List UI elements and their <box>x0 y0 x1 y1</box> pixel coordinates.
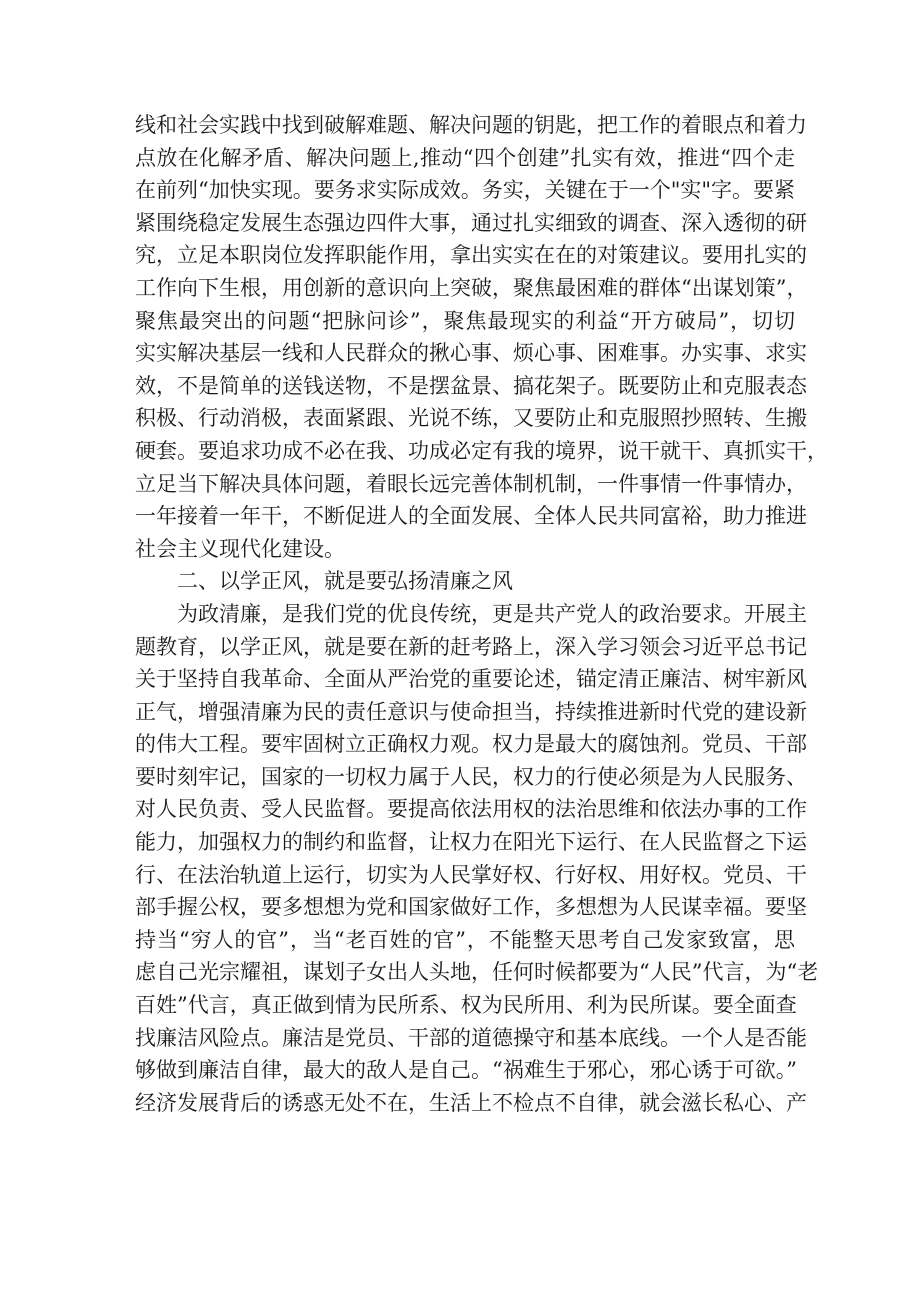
paragraph-line: 行、在法治轨道上运行，切实为人民掌好权、行好权、用好权。党员、干 <box>135 862 807 887</box>
paragraph-line: 经济发展背后的诱惑无处不在，生活上不检点不自律，就会滋长私心、产 <box>135 1090 807 1115</box>
paragraph-line: 找廉洁风险点。廉洁是党员、干部的道德操守和基本底线。一个人是否能 <box>135 1025 807 1050</box>
paragraph-line: 的伟大工程。要牢固树立正确权力观。权力是最大的腐蚀剂。党员、干部 <box>135 732 807 757</box>
paragraph-line: 一年接着一年干，不断促进人的全面发展、全体人民共同富裕，助力推进 <box>135 504 807 529</box>
paragraph-line: 线和社会实践中找到破解难题、解决问题的钥匙，把工作的着眼点和着力 <box>135 113 807 137</box>
paragraph-line: 要时刻牢记，国家的一切权力属于人民，权力的行使必须是为人民服务、 <box>135 764 807 789</box>
paragraph-line: 点放在化解矛盾、解决问题上,推动“四个创建”扎实有效，推进“四个走 <box>135 145 795 170</box>
paragraph-line: 聚焦最突出的问题“把脉问诊”，聚焦最现实的利益“开方破局”，切切 <box>135 308 795 333</box>
paragraph-line: 紧围绕稳定发展生态强边四件大事，通过扎实细致的调查、深入透彻的研 <box>135 210 807 235</box>
paragraph-line: 持当“穷人的官”，当“老百姓的官”，不能整天思考自己发家致富，思 <box>135 927 795 952</box>
paragraph-line: 够做到廉洁自律，最大的敌人是自己。“祸难生于邪心，邪心诱于可欲。” <box>135 1058 797 1083</box>
paragraph-line: 究，立足本职岗位发挥职能作用，拿出实实在在的对策建议。要用扎实的 <box>135 243 807 268</box>
document-body <box>135 109 828 1119</box>
paragraph-1 <box>135 109 828 565</box>
paragraph-line: 能力，加强权力的制约和监督，让权力在阳光下运行、在人民监督之下运 <box>135 830 807 855</box>
paragraph-line: 虑自己光宗耀祖，谋划子女出人头地，任何时候都要为“人民”代言，为“老 <box>135 960 819 985</box>
paragraph-line: 题教育，以学正风，就是要在新的赶考路上，深入学习领会习近平总书记 <box>135 634 807 659</box>
paragraph-line: 社会主义现代化建设。 <box>135 536 345 561</box>
paragraph-line: 对人民负责、受人民监督。要提高依法用权的法治思维和依法办事的工作 <box>135 797 807 822</box>
paragraph-2 <box>135 598 819 1120</box>
paragraph-line: 效，不是简单的送钱送物，不是摆盆景、搞花架子。既要防止和克服表态 <box>135 373 807 398</box>
paragraph-line: 实实解决基层一线和人民群众的揪心事、烦心事、困难事。办实事、求实 <box>135 341 807 366</box>
paragraph-line: 正气，增强清廉为民的责任意识与使命担当，持续推进新时代党的建设新 <box>135 699 807 724</box>
paragraph-line: 部手握公权，要多想想为党和国家做好工作，多想想为人民谋幸福。要坚 <box>135 895 807 920</box>
paragraph-line: 积极、行动消极，表面紧跟、光说不练，又要防止和克服照抄照转、生搬 <box>135 406 807 431</box>
paragraph-line: 工作向下生根，用创新的意识向上突破，聚焦最困难的群体“出谋划策”， <box>135 275 808 300</box>
section-heading: 二、以学正风，就是要弘扬清廉之风 <box>177 569 513 594</box>
paragraph-line: 立足当下解决具体问题，着眼长远完善体制机制，一件事情一件事情办， <box>135 471 807 496</box>
paragraph-line: 在前列“加快实现。要务求实际成效。务实，关键在于一个"实"字。要紧 <box>135 178 796 203</box>
paragraph-line: 硬套。要追求功成不必在我、功成必定有我的境界，说干就干、真抓实干， <box>135 438 828 463</box>
paragraph-line: 关于坚持自我革命、全面从严治党的重要论述，锚定清正廉洁、树牢新风 <box>135 667 807 692</box>
paragraph-line: 百姓”代言，真正做到情为民所系、权为民所用、利为民所谋。要全面查 <box>135 993 797 1018</box>
paragraph-line: 为政清廉，是我们党的优良传统，更是共产党人的政治要求。开展主 <box>177 601 807 626</box>
